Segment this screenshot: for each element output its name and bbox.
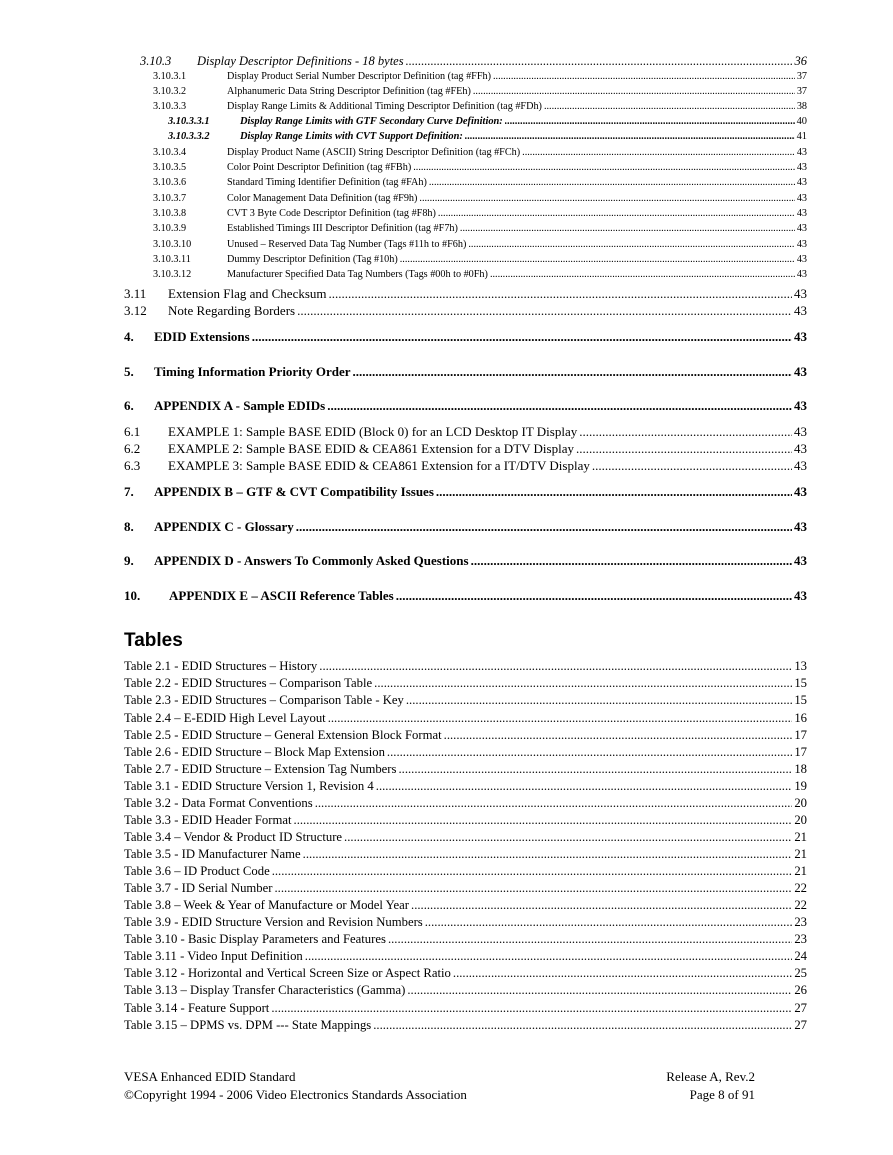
dot-leader bbox=[296, 519, 792, 535]
toc-entry-page: 43 bbox=[796, 208, 807, 219]
toc-entry-number: 3.10.3.1 bbox=[153, 71, 187, 82]
toc-entry[interactable] bbox=[153, 208, 807, 219]
dot-leader bbox=[252, 329, 792, 345]
table-entry[interactable] bbox=[124, 1001, 807, 1016]
table-entry-page: 20 bbox=[794, 796, 807, 810]
toc-entry-number: 3.10.3.3 bbox=[153, 101, 187, 112]
table-entry-page: 17 bbox=[794, 728, 807, 742]
toc-entry-page: 43 bbox=[794, 519, 807, 534]
toc-entry-number: 3.10.3.7 bbox=[153, 193, 187, 204]
toc-entry-number: 3.10.3.9 bbox=[153, 223, 187, 234]
table-entry-title: Table 3.12 - Horizontal and Vertical Screen Size or Aspect Ratio bbox=[124, 966, 451, 980]
table-entry[interactable] bbox=[124, 949, 807, 964]
dot-leader bbox=[419, 193, 794, 204]
toc-entry-title: CVT 3 Byte Code Descriptor Definition (tag #F8h) bbox=[227, 208, 436, 219]
table-entry-page: 21 bbox=[794, 847, 807, 861]
dot-leader bbox=[373, 1018, 792, 1033]
table-entry[interactable] bbox=[124, 779, 807, 794]
table-entry-page: 21 bbox=[794, 864, 807, 878]
toc-entry-number: 6. bbox=[124, 398, 134, 413]
toc-entry-number: 3.10.3.12 bbox=[153, 269, 192, 280]
table-entry[interactable] bbox=[124, 676, 807, 691]
dot-leader bbox=[592, 458, 792, 474]
toc-entry-page: 43 bbox=[794, 441, 807, 456]
table-entry[interactable] bbox=[124, 864, 807, 879]
dot-leader bbox=[398, 762, 792, 777]
table-entry[interactable] bbox=[124, 796, 807, 811]
toc-entry-title: Manufacturer Specified Data Tag Numbers (Tags #00h to #0Fh) bbox=[227, 269, 488, 280]
table-entry-title: Table 2.5 - EDID Structure – General Extension Block Format bbox=[124, 728, 442, 742]
dot-leader bbox=[473, 86, 795, 97]
table-entry-title: Table 3.14 - Feature Support bbox=[124, 1001, 270, 1015]
dot-leader bbox=[407, 983, 792, 998]
toc-entry-number: 3.10.3.11 bbox=[153, 254, 191, 265]
table-entry[interactable] bbox=[124, 898, 807, 913]
toc-entry-title: Timing Information Priority Order bbox=[154, 364, 351, 379]
table-entry-page: 20 bbox=[794, 813, 807, 827]
toc-chapter[interactable] bbox=[124, 484, 807, 500]
table-entry-page: 23 bbox=[794, 932, 807, 946]
table-entry[interactable] bbox=[124, 762, 807, 777]
dot-leader bbox=[453, 966, 792, 981]
dot-leader bbox=[544, 101, 795, 112]
toc-entry[interactable] bbox=[153, 269, 807, 280]
toc-entry-page: 43 bbox=[796, 193, 807, 204]
dot-leader bbox=[411, 898, 792, 913]
dot-leader bbox=[272, 864, 793, 879]
dot-leader bbox=[425, 915, 793, 930]
table-entry-title: Table 3.13 – Display Transfer Characteristics (Gamma) bbox=[124, 983, 406, 997]
toc-entry[interactable] bbox=[153, 193, 807, 204]
dot-leader bbox=[297, 303, 792, 319]
toc-entry-title: APPENDIX B – GTF & CVT Compatibility Issues bbox=[154, 484, 434, 499]
toc-entry-page: 43 bbox=[796, 147, 807, 158]
dot-leader bbox=[275, 881, 793, 896]
toc-chapter[interactable] bbox=[124, 588, 807, 604]
dot-leader bbox=[374, 676, 792, 691]
toc-entry[interactable] bbox=[124, 424, 807, 440]
table-entry-page: 26 bbox=[794, 983, 807, 997]
table-entry-title: Table 3.11 - Video Input Definition bbox=[124, 949, 303, 963]
table-entry-page: 27 bbox=[794, 1001, 807, 1015]
toc-entry-number: 6.2 bbox=[124, 441, 141, 456]
toc-entry-number: 10. bbox=[124, 588, 141, 603]
table-entry-page: 21 bbox=[794, 830, 807, 844]
dot-leader bbox=[303, 847, 793, 862]
dot-leader bbox=[429, 177, 795, 188]
toc-entry-page: 41 bbox=[796, 131, 807, 142]
toc-entry[interactable] bbox=[153, 177, 807, 188]
dot-leader bbox=[400, 254, 795, 265]
table-entry-title: Table 2.3 - EDID Structures – Comparison Table - Key bbox=[124, 693, 404, 707]
table-entry-title: Table 3.1 - EDID Structure Version 1, Revision 4 bbox=[124, 779, 374, 793]
toc-entry-page: 43 bbox=[794, 484, 807, 499]
table-entry-title: Table 2.4 – E-EDID High Level Layout bbox=[124, 711, 326, 725]
dot-leader bbox=[315, 796, 793, 811]
table-entry[interactable] bbox=[124, 1018, 807, 1033]
dot-leader bbox=[460, 223, 795, 234]
table-entry-page: 13 bbox=[794, 659, 807, 673]
toc-entry-number: 8. bbox=[124, 519, 134, 534]
toc-entry[interactable] bbox=[153, 239, 807, 250]
toc-entry-title: APPENDIX D - Answers To Commonly Asked Questions bbox=[154, 553, 469, 568]
table-entry[interactable] bbox=[124, 881, 807, 896]
table-entry-page: 18 bbox=[794, 762, 807, 776]
toc-entry[interactable] bbox=[153, 147, 807, 158]
table-entry[interactable] bbox=[124, 728, 807, 743]
dot-leader bbox=[436, 484, 792, 500]
toc-entry-title: APPENDIX A - Sample EDIDs bbox=[154, 398, 326, 413]
table-entry-page: 15 bbox=[794, 676, 807, 690]
toc-entry-number: 3.11 bbox=[124, 286, 147, 301]
table-entry[interactable] bbox=[124, 813, 807, 828]
table-entry-title: Table 3.2 - Data Format Conventions bbox=[124, 796, 313, 810]
dot-leader bbox=[328, 711, 793, 726]
toc-entry-page: 38 bbox=[796, 101, 807, 112]
table-entry-title: Table 2.7 - EDID Structure – Extension Tag Numbers bbox=[124, 762, 397, 776]
dot-leader bbox=[353, 364, 792, 380]
toc-entry-title: Color Management Data Definition (tag #F9h) bbox=[227, 193, 418, 204]
toc-chapter[interactable] bbox=[124, 329, 807, 345]
table-entry-page: 15 bbox=[794, 693, 807, 707]
toc-entry-page: 43 bbox=[796, 239, 807, 250]
toc-entry-page: 43 bbox=[794, 303, 807, 318]
table-entry[interactable] bbox=[124, 659, 807, 674]
toc-entry-number: 3.10.3 bbox=[140, 54, 172, 68]
table-entry[interactable] bbox=[124, 983, 807, 998]
table-entry-title: Table 3.3 - EDID Header Format bbox=[124, 813, 292, 827]
toc-entry-title: EXAMPLE 1: Sample BASE EDID (Block 0) for an LCD Desktop IT Display bbox=[168, 424, 578, 439]
dot-leader bbox=[490, 269, 795, 280]
toc-entry-number: 3.10.3.8 bbox=[153, 208, 187, 219]
table-entry-title: Table 2.2 - EDID Structures – Comparison Table bbox=[124, 676, 373, 690]
toc-entry-page: 43 bbox=[796, 223, 807, 234]
toc-entry-title: Display Product Name (ASCII) String Descriptor Definition (tag #FCh) bbox=[227, 147, 521, 158]
dot-leader bbox=[505, 116, 795, 127]
toc-entry-page: 43 bbox=[794, 424, 807, 439]
toc-entry-title: Display Range Limits & Additional Timing Descriptor Definition (tag #FDh) bbox=[227, 101, 542, 112]
toc-entry[interactable] bbox=[124, 441, 807, 457]
dot-leader bbox=[327, 398, 792, 414]
toc-entry[interactable] bbox=[140, 54, 807, 69]
table-entry[interactable] bbox=[124, 745, 807, 760]
dot-leader bbox=[344, 830, 792, 845]
table-entry-title: Table 3.10 - Basic Display Parameters and Features bbox=[124, 932, 386, 946]
table-entry[interactable] bbox=[124, 830, 807, 845]
toc-entry-page: 43 bbox=[796, 254, 807, 265]
toc-entry-number: 7. bbox=[124, 484, 134, 499]
toc-entry-title: Display Range Limits with GTF Secondary Curve Definition: bbox=[240, 116, 503, 127]
toc-chapter[interactable] bbox=[124, 553, 807, 569]
toc-entry-number: 3.10.3.10 bbox=[153, 239, 192, 250]
toc-entry[interactable] bbox=[153, 254, 807, 265]
toc-entry-number: 3.12 bbox=[124, 303, 147, 318]
dot-leader bbox=[406, 54, 793, 69]
dot-leader bbox=[438, 208, 795, 219]
toc-entry-page: 37 bbox=[796, 71, 807, 82]
toc-entry-page: 43 bbox=[794, 588, 807, 603]
toc-entry-title: Display Descriptor Definitions - 18 bytes bbox=[197, 54, 404, 68]
table-entry-page: 22 bbox=[794, 898, 807, 912]
toc-entry-page: 43 bbox=[794, 553, 807, 568]
dot-leader bbox=[294, 813, 793, 828]
table-entry-title: Table 3.5 - ID Manufacturer Name bbox=[124, 847, 301, 861]
table-entry-page: 24 bbox=[794, 949, 807, 963]
toc-entry-number: 6.3 bbox=[124, 458, 141, 473]
toc-entry-number: 4. bbox=[124, 329, 134, 344]
dot-leader bbox=[271, 1001, 792, 1016]
footer-copyright: ©Copyright 1994 - 2006 Video Electronics Standards Association bbox=[124, 1087, 467, 1102]
toc-entry-title: Unused – Reserved Data Tag Number (Tags #11h to #F6h) bbox=[227, 239, 467, 250]
toc-entry-title: Display Range Limits with CVT Support Definition: bbox=[240, 131, 463, 142]
footer-release: Release A, Rev.2 bbox=[666, 1069, 755, 1084]
dot-leader bbox=[579, 424, 792, 440]
dot-leader bbox=[319, 659, 792, 674]
toc-entry-title: EDID Extensions bbox=[154, 329, 250, 344]
dot-leader bbox=[406, 693, 792, 708]
toc-entry-title: EXAMPLE 2: Sample BASE EDID & CEA861 Extension for a DTV Display bbox=[168, 441, 574, 456]
toc-entry[interactable] bbox=[153, 223, 807, 234]
dot-leader bbox=[465, 131, 795, 142]
toc-entry-title: Extension Flag and Checksum bbox=[168, 286, 327, 301]
toc-entry-title: Display Product Serial Number Descriptor Definition (tag #FFh) bbox=[227, 71, 491, 82]
table-entry-title: Table 3.7 - ID Serial Number bbox=[124, 881, 273, 895]
dot-leader bbox=[576, 441, 792, 457]
table-entry-page: 16 bbox=[794, 711, 807, 725]
toc-entry-title: Color Point Descriptor Definition (tag #FBh) bbox=[227, 162, 412, 173]
table-entry[interactable] bbox=[124, 932, 807, 947]
dot-leader bbox=[376, 779, 793, 794]
dot-leader bbox=[413, 162, 795, 173]
toc-entry[interactable] bbox=[153, 71, 807, 82]
table-entry-page: 19 bbox=[794, 779, 807, 793]
dot-leader bbox=[388, 932, 792, 947]
toc-entry-number: 3.10.3.3.1 bbox=[168, 116, 210, 127]
toc-entry-number: 3.10.3.2 bbox=[153, 86, 187, 97]
toc-entry-title: Dummy Descriptor Definition (Tag #10h) bbox=[227, 254, 398, 265]
dot-leader bbox=[468, 239, 794, 250]
toc-entry-title: EXAMPLE 3: Sample BASE EDID & CEA861 Extension for a IT/DTV Display bbox=[168, 458, 590, 473]
toc-entry-page: 43 bbox=[796, 177, 807, 188]
toc-entry-page: 37 bbox=[796, 86, 807, 97]
table-entry[interactable] bbox=[124, 966, 807, 981]
toc-entry[interactable] bbox=[124, 303, 807, 319]
table-entry-title: Table 3.9 - EDID Structure Version and Revision Numbers bbox=[124, 915, 423, 929]
toc-entry-page: 43 bbox=[794, 458, 807, 473]
dot-leader bbox=[329, 286, 792, 302]
toc-entry[interactable] bbox=[124, 458, 807, 474]
toc-entry-page: 43 bbox=[794, 364, 807, 379]
toc-entry-title: Standard Timing Identifier Definition (tag #FAh) bbox=[227, 177, 427, 188]
toc-entry[interactable] bbox=[153, 101, 807, 112]
toc-entry-title: Note Regarding Borders bbox=[168, 303, 296, 318]
toc-entry-page: 36 bbox=[794, 54, 807, 68]
toc-chapter[interactable] bbox=[124, 519, 807, 535]
footer-page-number: Page 8 of 91 bbox=[689, 1087, 755, 1102]
toc-entry-number: 9. bbox=[124, 553, 134, 568]
toc-entry-page: 40 bbox=[796, 116, 807, 127]
dot-leader bbox=[444, 728, 793, 743]
table-entry-title: Table 3.15 – DPMS vs. DPM --- State Mappings bbox=[124, 1018, 372, 1032]
toc-entry-number: 3.10.3.5 bbox=[153, 162, 187, 173]
table-entry[interactable] bbox=[124, 847, 807, 862]
toc-chapter[interactable] bbox=[124, 398, 807, 414]
table-entry-title: Table 3.6 – ID Product Code bbox=[124, 864, 270, 878]
toc-entry[interactable] bbox=[168, 116, 807, 127]
table-entry-title: Table 2.1 - EDID Structures – History bbox=[124, 659, 318, 673]
toc-entry-title: APPENDIX C - Glossary bbox=[154, 519, 294, 534]
toc-entry-number: 6.1 bbox=[124, 424, 141, 439]
table-entry[interactable] bbox=[124, 693, 807, 708]
table-entry-page: 22 bbox=[794, 881, 807, 895]
dot-leader bbox=[493, 71, 795, 82]
table-entry[interactable] bbox=[124, 711, 807, 726]
toc-entry-page: 43 bbox=[796, 162, 807, 173]
footer-document-title: VESA Enhanced EDID Standard bbox=[124, 1069, 296, 1084]
toc-entry-title: Established Timings III Descriptor Definition (tag #F7h) bbox=[227, 223, 458, 234]
toc-entry-number: 3.10.3.3.2 bbox=[168, 131, 210, 142]
dot-leader bbox=[387, 745, 792, 760]
dot-leader bbox=[522, 147, 795, 158]
dot-leader bbox=[471, 553, 792, 569]
toc-entry-title: Alphanumeric Data String Descriptor Definition (tag #FEh) bbox=[227, 86, 471, 97]
toc-entry[interactable] bbox=[153, 86, 807, 97]
table-entry-title: Table 2.6 - EDID Structure – Block Map Extension bbox=[124, 745, 385, 759]
toc-entry[interactable] bbox=[124, 286, 807, 302]
toc-entry-page: 43 bbox=[794, 286, 807, 301]
table-entry[interactable] bbox=[124, 915, 807, 930]
toc-chapter[interactable] bbox=[124, 364, 807, 380]
table-entry-page: 23 bbox=[794, 915, 807, 929]
toc-entry-page: 43 bbox=[794, 398, 807, 413]
table-entry-page: 25 bbox=[794, 966, 807, 980]
dot-leader bbox=[305, 949, 793, 964]
toc-entry-number: 5. bbox=[124, 364, 134, 379]
toc-entry-number: 3.10.3.4 bbox=[153, 147, 187, 158]
toc-entry-title: APPENDIX E – ASCII Reference Tables bbox=[169, 588, 394, 603]
toc-entry-page: 43 bbox=[794, 329, 807, 344]
toc-entry-number: 3.10.3.6 bbox=[153, 177, 187, 188]
tables-heading: Tables bbox=[124, 630, 183, 651]
toc-entry[interactable] bbox=[153, 162, 807, 173]
table-entry-page: 17 bbox=[794, 745, 807, 759]
table-entry-title: Table 3.8 – Week & Year of Manufacture or Model Year bbox=[124, 898, 410, 912]
table-entry-title: Table 3.4 – Vendor & Product ID Structure bbox=[124, 830, 343, 844]
table-entry-page: 27 bbox=[794, 1018, 807, 1032]
dot-leader bbox=[396, 588, 792, 604]
toc-entry-page: 43 bbox=[796, 269, 807, 280]
toc-entry[interactable] bbox=[168, 131, 807, 142]
